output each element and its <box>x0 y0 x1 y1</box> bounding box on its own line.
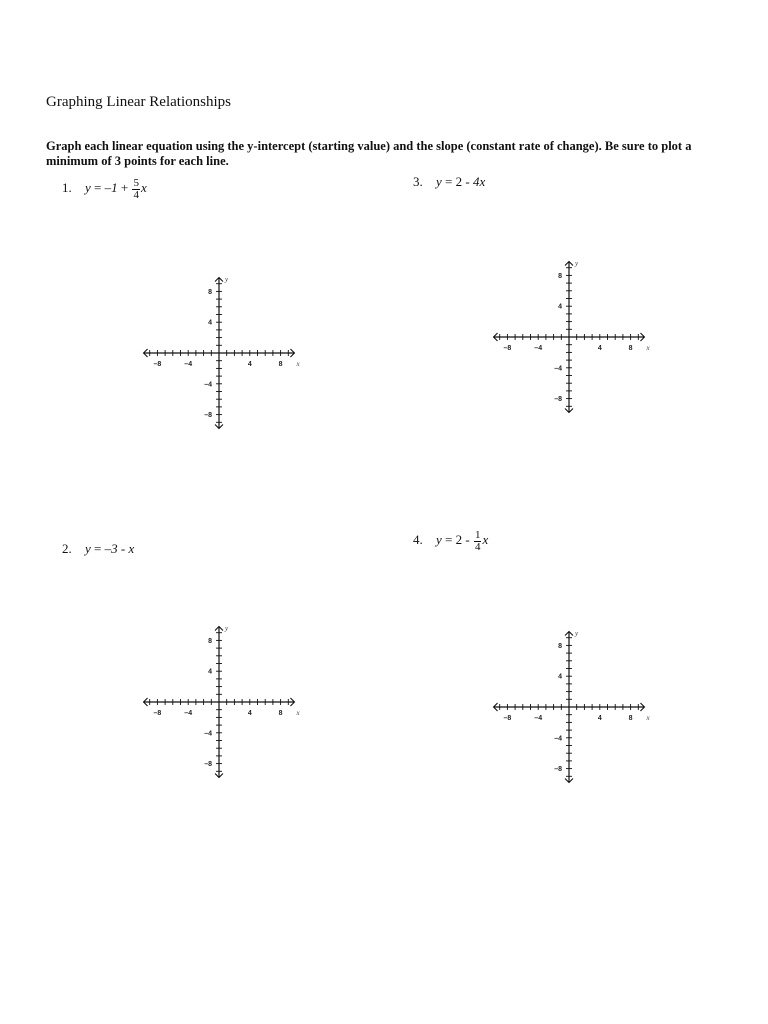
coordinate-plane-4[interactable] <box>429 567 709 847</box>
problem-4 <box>413 530 488 553</box>
y-tick-label: –8 <box>554 396 562 404</box>
y-tick-label: –4 <box>204 381 212 389</box>
y-tick-label: 4 <box>208 319 212 327</box>
y-axis-label: y <box>575 629 579 638</box>
y-tick-label: –8 <box>554 766 562 774</box>
x-tick-label: –4 <box>534 715 543 722</box>
x-axis-label: x <box>296 360 300 368</box>
x-tick-label: 8 <box>628 715 633 722</box>
x-tick-label: –4 <box>184 361 193 368</box>
y-tick-label: –4 <box>554 365 562 373</box>
y-axis-label: y <box>225 624 229 633</box>
y-axis-label: y <box>575 259 579 268</box>
x-tick-label: –4 <box>534 345 543 352</box>
y-tick-label: –4 <box>204 730 212 738</box>
y-tick-label: 8 <box>208 288 212 296</box>
x-tick-label: 4 <box>597 345 602 352</box>
problem-number: 1. <box>62 180 72 196</box>
instructions-text: Graph each linear equation using the y-intercept (starting value) and the slope (constant rate of change). Be sure to plot a minimum of 3 points for each line. <box>46 139 692 168</box>
problem-number: 4. <box>413 532 423 548</box>
fraction: $\frac{1}{4}$ <box>474 529 481 553</box>
x-tick-label: –8 <box>153 361 162 368</box>
worksheet-title: Graphing Linear Relationships <box>46 94 231 110</box>
y-tick-label: 8 <box>558 642 562 650</box>
coordinate-plane-3[interactable] <box>429 197 709 477</box>
y-tick-label: 8 <box>208 637 212 645</box>
x-tick-label: –8 <box>503 715 512 722</box>
problem-2 <box>62 541 134 557</box>
y-axis-label: y <box>225 275 229 284</box>
problem-1 <box>62 178 147 201</box>
y-tick-label: –8 <box>204 412 212 420</box>
problem-number: 2. <box>62 541 72 556</box>
equation: y = 2 - $\frac{1}{4}$ x <box>436 529 489 553</box>
y-tick-label: 4 <box>208 668 212 676</box>
x-tick-label: 8 <box>278 361 283 368</box>
y-tick-label: 4 <box>558 303 562 311</box>
coordinate-plane-1[interactable] <box>79 213 359 493</box>
x-tick-label: –8 <box>503 345 512 352</box>
x-tick-label: 8 <box>278 710 283 717</box>
y-tick-label: 4 <box>558 673 562 681</box>
coordinate-plane-2[interactable] <box>79 562 359 842</box>
problem-number: 3. <box>413 174 423 189</box>
x-tick-label: 4 <box>247 361 252 368</box>
x-axis-label: x <box>296 709 300 717</box>
equation: y = 2 - 4x <box>436 174 486 189</box>
equation: y = –3 - x <box>85 541 135 556</box>
y-tick-label: –4 <box>554 735 562 743</box>
y-tick-label: –8 <box>204 761 212 769</box>
problem-3 <box>413 174 485 190</box>
x-axis-label: x <box>646 344 650 352</box>
fraction: $\frac{5}{4}$ <box>133 177 139 201</box>
x-tick-label: 4 <box>247 710 252 717</box>
x-tick-label: 8 <box>628 345 633 352</box>
y-tick-label: 8 <box>558 272 562 280</box>
x-tick-label: –4 <box>184 710 193 717</box>
equation: y = –1 + $\frac{5}{4}$ x <box>85 177 147 201</box>
x-tick-label: 4 <box>597 715 602 722</box>
x-axis-label: x <box>646 714 650 722</box>
x-tick-label: –8 <box>153 710 162 717</box>
